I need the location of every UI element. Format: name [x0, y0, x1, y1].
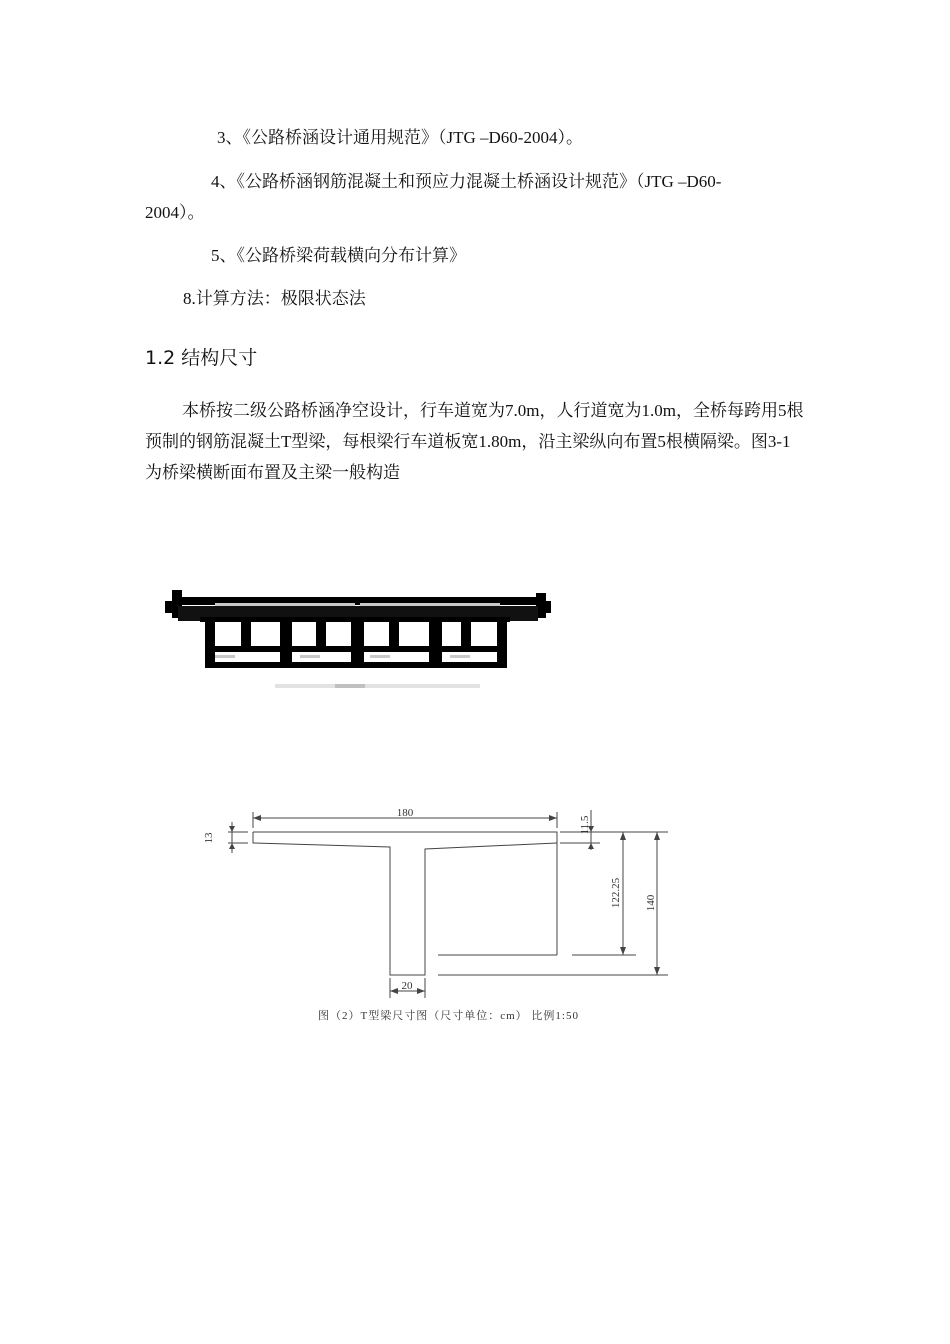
reference-4-continued: 2004）。	[145, 203, 205, 222]
reference-5: 5、《公路桥梁荷载横向分布计算》	[211, 246, 466, 265]
dim-total-height: 140	[645, 894, 657, 912]
body-paragraph: 本桥按二级公路桥涵净空设计，行车道宽为7.0m，人行道宽为1.0m，全桥每跨用5根预制的钢筋混凝土T型梁，每根梁行车道板宽1.80m，沿主梁纵向布置5根横隔梁。图3-1为桥梁横断面布置及主梁一般构造	[145, 401, 804, 482]
dim-web-height: 122.25	[610, 877, 622, 909]
section-title: 1.2 结构尺寸	[145, 347, 258, 369]
dim-web-width: 20	[401, 980, 413, 992]
figure-caption: 图（2）T型梁尺寸图（尺寸单位：cm） 比例1:50	[318, 1010, 579, 1022]
dim-top-width: 180	[396, 807, 414, 819]
calculation-method: 8.计算方法：极限状态法	[183, 289, 366, 308]
dim-flange-left: 13	[203, 832, 215, 844]
dim-flange-right: 11.5	[579, 815, 591, 835]
reference-4: 4、《公路桥涵钢筋混凝土和预应力混凝土桥涵设计规范》（JTG –D60-	[211, 172, 722, 191]
reference-3: 3、《公路桥涵设计通用规范》（JTG –D60-2004）。	[217, 128, 583, 147]
